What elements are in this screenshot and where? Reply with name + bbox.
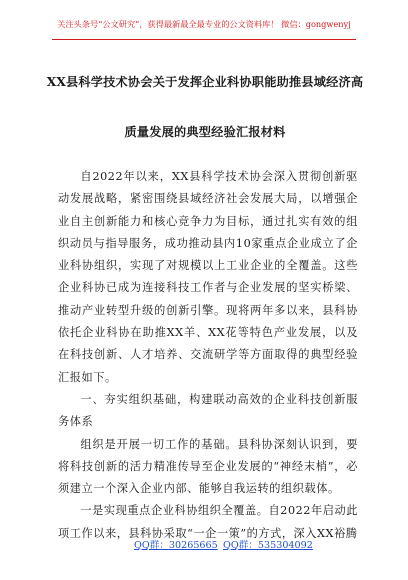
- footer-qq-group-1[interactable]: QQ群：30265665: [134, 540, 218, 551]
- header-divider: [52, 39, 356, 40]
- document-title-line-1: XX县科学技术协会关于发挥企业科协职能助推县域经济高: [46, 75, 364, 89]
- document-body: [58, 166, 358, 545]
- paragraph-organization: 组织是开展一切工作的基础。县科协深刻认识到，要将科技创新的活力精准传导至企业发展的“神经末梢”，必须建立一个深入企业内部、能够自我运转的组织载体。: [58, 437, 358, 496]
- footer: [0, 537, 408, 553]
- document-title-line-2: 质量发展的典型经验汇报材料: [124, 125, 286, 139]
- header-note: 关注头条号“公文研究”，获得最新最全最专业的公文资料库！ 微信：gongwenyj: [57, 19, 351, 29]
- paragraph-coverage: 一是实现重点企业科协组织全覆盖。自2022年启动此项工作以来，县科协采取“一企一策”的方式，深入XX裕腾: [58, 504, 358, 540]
- footer-qq-group-2[interactable]: QQ群：535304092: [223, 540, 313, 551]
- section-heading-1: 一、夯实组织基础，构建联动高效的企业科技创新服务体系: [58, 392, 358, 429]
- paragraph-intro: 自2022年以来，XX县科学技术协会深入贯彻创新驱动发展战略，紧密围绕县域经济社会发展大局，以增强企业自主创新能力和核心竞争力为目标，通过扎实有效的组织动员与指导服务，成功推动县内10家重点企业成立了企业科协组织，实现了对规模以上工业企业的全覆盖。这些企业科协已成为连接科技工作者与企业发展的坚实桥梁、推动产业转型升级的创新引擎。现将两年多以来，县科协依托企业科协在助推XX羊、XX花等特色产业发展，以及在科技创新、人才培养、交流研学等方面取得的典型经验汇报如下。: [58, 170, 358, 384]
